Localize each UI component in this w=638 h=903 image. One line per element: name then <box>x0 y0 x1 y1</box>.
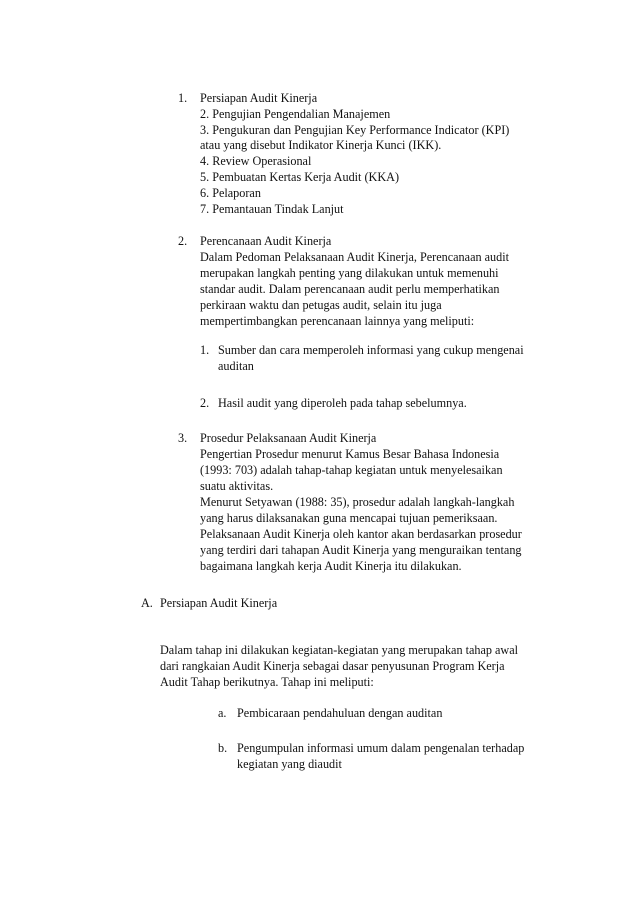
section-3-paragraph-line: yang harus dilaksanakan guna mencapai tujuan pemeriksaan. <box>200 511 498 525</box>
section-a-paragraph-line: dari rangkaian Audit Kinerja sebagai dasar penyusunan Program Kerja <box>160 659 505 673</box>
section-3-paragraph-line: (1993: 703) adalah tahap-tahap kegiatan untuk menyelesaikan <box>200 463 503 477</box>
item-b-text: kegiatan yang diaudit <box>237 757 342 771</box>
section-2-paragraph-line: merupakan langkah penting yang dilakukan untuk memenuhi <box>200 266 499 280</box>
item-b-text: Pengumpulan informasi umum dalam pengenalan terhadap <box>237 741 525 755</box>
section-2-title: Perencanaan Audit Kinerja <box>200 234 332 248</box>
section-3-paragraph-line: bagaimana langkah kerja Audit Kinerja itu dilakukan. <box>200 559 462 573</box>
section-2-paragraph-line: mempertimbangkan perencanaan lainnya yang meliputi: <box>200 314 475 328</box>
section-a-paragraph-line: Dalam tahap ini dilakukan kegiatan-kegiatan yang merupakan tahap awal <box>160 643 519 657</box>
section-2-paragraph-line: Dalam Pedoman Pelaksanaan Audit Kinerja, Perencanaan audit <box>200 250 509 264</box>
section-a-title: Persiapan Audit Kinerja <box>160 596 278 610</box>
section-1-number: 1. <box>178 91 188 105</box>
section-2-paragraph-line: standar audit. Dalam perencanaan audit perlu memperhatikan <box>200 282 500 296</box>
section-a-label: A. <box>141 596 153 610</box>
item-a-label: a. <box>218 706 227 720</box>
section-1-title: Persiapan Audit Kinerja <box>200 91 318 105</box>
sub-item-1-text: auditan <box>218 359 254 373</box>
section-1-item: 4. Review Operasional <box>200 154 312 168</box>
section-3-title: Prosedur Pelaksanaan Audit Kinerja <box>200 431 377 445</box>
sub-item-2-number: 2. <box>200 396 210 410</box>
section-2-paragraph-line: perkiraan waktu dan petugas audit, selain itu juga <box>200 298 442 312</box>
sub-item-2-text: Hasil audit yang diperoleh pada tahap sebelumnya. <box>218 396 467 410</box>
sub-item-1-text: Sumber dan cara memperoleh informasi yang cukup mengenai <box>218 343 524 357</box>
section-1-item: 6. Pelaporan <box>200 186 261 200</box>
section-3-paragraph-line: Pelaksanaan Audit Kinerja oleh kantor akan berdasarkan prosedur <box>200 527 522 541</box>
item-a-text: Pembicaraan pendahuluan dengan auditan <box>237 706 443 720</box>
section-1-item: 3. Pengukuran dan Pengujian Key Performance Indicator (KPI) <box>200 123 510 137</box>
section-a-paragraph-line: Audit Tahap berikutnya. Tahap ini meliputi: <box>160 675 374 689</box>
item-b-label: b. <box>218 741 228 755</box>
section-3-number: 3. <box>178 431 188 445</box>
section-2-number: 2. <box>178 234 188 248</box>
section-3-paragraph-line: yang terdiri dari tahapan Audit Kinerja yang menguraikan tentang <box>200 543 522 557</box>
section-3-paragraph-line: suatu aktivitas. <box>200 479 274 493</box>
sub-item-1-number: 1. <box>200 343 210 357</box>
section-3-paragraph-line: Pengertian Prosedur menurut Kamus Besar Bahasa Indonesia <box>200 447 500 461</box>
section-1-item: atau yang disebut Indikator Kinerja Kunci (IKK). <box>200 138 442 152</box>
section-1-item: 7. Pemantauan Tindak Lanjut <box>200 202 344 216</box>
section-1-item: 2. Pengujian Pengendalian Manajemen <box>200 107 391 121</box>
section-1-item: 5. Pembuatan Kertas Kerja Audit (KKA) <box>200 170 400 184</box>
section-3-paragraph-line: Menurut Setyawan (1988: 35), prosedur adalah langkah-langkah <box>200 495 515 509</box>
